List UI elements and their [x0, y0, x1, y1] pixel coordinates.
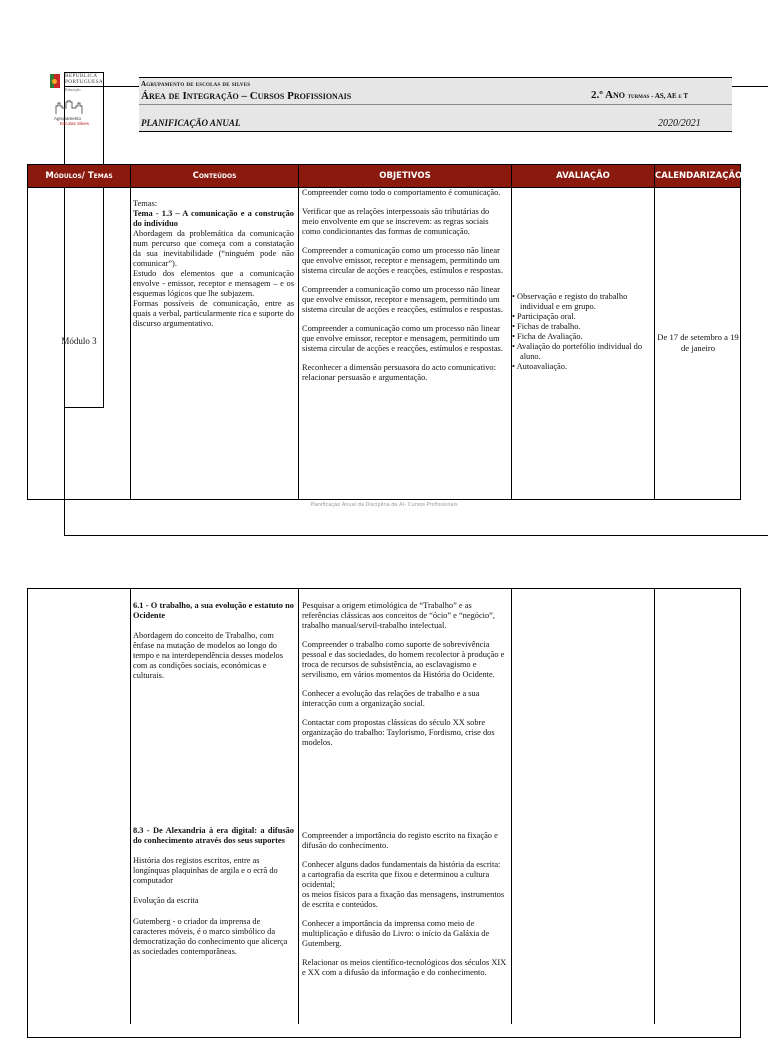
- conteudo-paragraph: Evolução da escrita: [133, 896, 199, 905]
- objetivos-cell: [302, 601, 508, 757]
- conteudos-cell: [133, 601, 294, 681]
- avaliacao-item: • Participação oral.: [512, 312, 650, 322]
- conteudo-paragraph: Formas possíveis de comunicação, entre as quais a verbal, particularmente rica e suporte do discurso argumentativo.: [133, 299, 294, 328]
- column-divider: [654, 588, 655, 1024]
- header-divider: [139, 77, 732, 78]
- conteudo-paragraph: História dos registos escritos, entre as longínquas plaquinhas de argila e o ecrã do computador: [133, 856, 278, 885]
- page-footer: Planificação Anual da Disciplina de AI– Cursos Profissionais: [310, 502, 458, 508]
- column-divider: [130, 588, 131, 1024]
- objetivo-item: Compreender o trabalho como suporte de sobrevivência pessoal e das sociedades, do homem recolector à produção e troca de recursos de subsistência, ao esclavagismo e servilismo, em vários momentos da História do Ocidente.: [302, 640, 505, 679]
- objetivo-item: Compreender a importância do registo escrito na fixação e difusão do conhecimento.: [302, 831, 498, 850]
- avaliacao-item: • Fichas de trabalho.: [512, 322, 650, 332]
- column-header-avaliacao: AVALIAÇÃO: [556, 171, 610, 181]
- section-title: 8.3 - De Alexandria à era digital: a difusão do conhecimento através dos seus suportes: [133, 826, 294, 845]
- column-header-objetivos: OBJETIVOS: [379, 171, 431, 181]
- turmas-label: turmas - AS, AE e T: [627, 92, 688, 100]
- objetivo-item: Pesquisar a origem etimológica de “Trabalho” e as referências clássicas aos conceitos de “ócio” e “negócio”, trabalho manual/servil-trabalho intelectual.: [302, 601, 495, 630]
- year-value: 2.º Ano: [591, 89, 625, 101]
- republica-portuguesa-logo: [50, 72, 130, 94]
- objetivo-item: Compreender como todo o comportamento é comunicação.: [302, 188, 501, 197]
- objetivos-cell: [302, 831, 508, 987]
- column-divider: [298, 588, 299, 1024]
- avaliacao-item: • Avaliação do portefólio individual do aluno.: [512, 342, 650, 362]
- header-divider: [139, 104, 732, 105]
- objetivo-item: Conhecer a importância da imprensa como meio de multiplicação e difusão do Livro: o início da Galáxia de Gutemberg.: [302, 919, 490, 948]
- objetivo-item: Verificar que as relações interpessoais são tributárias do meio envolvente em que se inscrevem: as regras sociais como condicionantes das formas de comunicação.: [302, 207, 490, 236]
- agrupamento-logo: [52, 100, 98, 128]
- logo-escolas-text: Escolas Silves: [60, 121, 90, 126]
- modulo-cell: Módulo 3: [61, 336, 97, 346]
- objetivo-item: Conhecer alguns dados fundamentais da história da escrita:: [302, 860, 501, 869]
- objetivo-item: Compreender a comunicação como um processo não linear que envolve emissor, receptor e mensagem, permitindo um sistema circular de acções e reacções, estímulos e respostas.: [302, 324, 503, 353]
- logo-agrupamento-text: Agrupamento: [54, 116, 82, 121]
- logo-republica-text: REPÚBLICA PORTUGUESA: [64, 72, 104, 408]
- objetivo-item: Reconhecer a dimensão persuasora do acto comunicativo: relacionar persuasão e argumentação.: [302, 363, 496, 382]
- objetivo-item: Relacionar os meios científico-tecnológicos dos séculos XIX e XX com a difusão da informação e do conhecimento.: [302, 958, 507, 977]
- column-header-calendarizacao: CALENDARIZAÇÃO: [655, 171, 743, 181]
- conteudo-paragraph: Gutemberg - o criador da imprensa de caracteres móveis, é o marco simbólico da democratização do conhecimento que alicerça as sociedades contemporâneas.: [133, 917, 288, 956]
- section-title: 6.1 - O trabalho, a sua evolução e estatuto no Ocidente: [133, 601, 294, 620]
- column-divider: [511, 588, 512, 1024]
- school-year: 2020/2021: [658, 118, 701, 129]
- column-header-conteudos: Conteúdos: [192, 171, 237, 181]
- year-label: [591, 89, 688, 101]
- objetivo-item: Conhecer a evolução das relações de trabalho e a sua interacção com a organização social.: [302, 689, 480, 708]
- column-divider: [130, 165, 131, 500]
- subject-area: Área de Integração – Cursos Profissionais: [141, 90, 352, 102]
- calendarizacao-cell: De 17 de setembro a 19 de janeiro: [657, 332, 739, 353]
- avaliacao-item: • Autoavaliação.: [512, 362, 650, 372]
- tema-title: Tema - 1.3 – A comunicação e a construção do indivíduo: [133, 209, 294, 228]
- conteudo-paragraph: Abordagem da problemática da comunicação num percurso que começa com a constatação da sua inevitabilidade (“ninguém pode não comunicar”).: [133, 229, 294, 268]
- logo-republica-subtext: Educação: [64, 86, 768, 536]
- column-header-modulos: Módulos/ Temas: [45, 171, 113, 181]
- objetivo-item: Contactar com propostas clássicas do século XX sobre organização do trabalho: Taylorismo, Fordismo, crise dos modelos.: [302, 718, 495, 747]
- column-divider: [298, 165, 299, 500]
- avaliacao-item: • Ficha de Avaliação.: [512, 332, 650, 342]
- temas-label: Temas:: [133, 199, 158, 208]
- conteudo-paragraph: Abordagem do conceito de Trabalho, com ênfase na mutação de modelos ao longo do tempo e na interdependência desses modelos com as condições sociais, económicas e culturais.: [133, 631, 284, 680]
- objetivo-subitem: a cartografia da escrita que fixou e determinou a cultura ocidental;: [302, 870, 490, 889]
- avaliacao-item: • Observação e registo do trabalho individual e em grupo.: [512, 292, 650, 312]
- conteudos-cell: [133, 826, 294, 957]
- conteudos-cell: [133, 199, 294, 329]
- school-name: Agrupamento de escolas de silves: [141, 80, 251, 88]
- portuguese-flag-icon: [50, 74, 60, 88]
- header-divider: [139, 131, 732, 132]
- castle-icon: [54, 100, 84, 114]
- avaliacao-cell: [512, 292, 650, 372]
- conteudo-paragraph: Estudo dos elementos que a comunicação envolve - emissor, receptor e mensagem – e os esquemas lógicos que lhe subjazem.: [133, 269, 294, 298]
- objetivo-item: Compreender a comunicação como um processo não linear que envolve emissor, receptor e mensagem, permitindo um sistema circular de acções e reacções, estímulos e respostas.: [302, 285, 503, 314]
- plan-title: PLANIFICAÇÃO ANUAL: [141, 118, 241, 128]
- objetivo-subitem: os meios físicos para a fixação das mensagens, instrumentos de escrita e conteúdos.: [302, 890, 505, 909]
- objetivo-item: Compreender a comunicação como um processo não linear que envolve emissor, receptor e mensagem, permitindo um sistema circular de acções e reacções, estímulos e respostas.: [302, 246, 503, 275]
- objetivos-cell: [302, 188, 508, 383]
